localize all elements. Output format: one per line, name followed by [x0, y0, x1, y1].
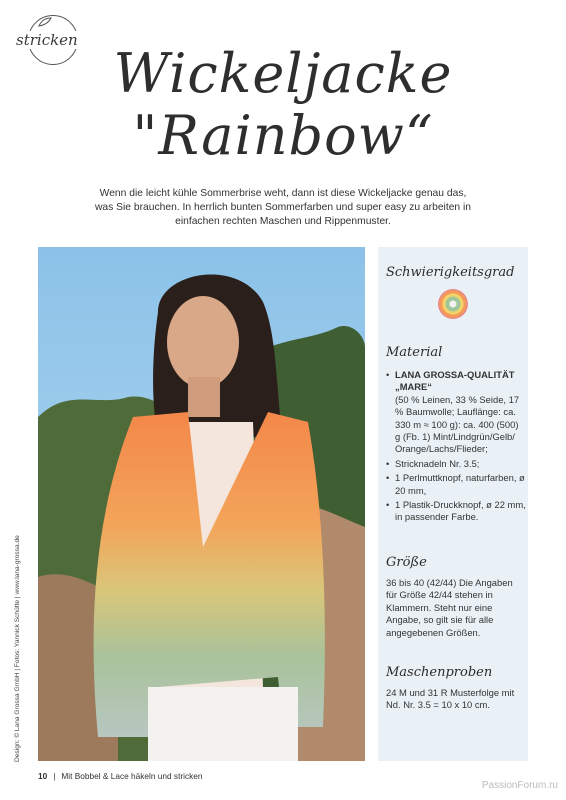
material-item	[386, 369, 526, 456]
watermark: PassionForum.ru	[481, 780, 558, 791]
yarn-quality: LANA GROSSA-QUALITÄT „MARE“	[395, 369, 515, 393]
publication-title: Mit Bobbel & Lace häkeln und stricken	[61, 771, 203, 781]
leaf-icon	[38, 17, 52, 27]
gauge-heading: Maschenproben	[386, 665, 493, 680]
page-number: 10	[38, 771, 48, 781]
page-title: Wickeljacke	[113, 42, 453, 105]
material-heading: Material	[386, 345, 443, 360]
material-item: • 1 Plastik-Druckknopf, ø 22 mm, in passender Farbe.	[386, 499, 526, 524]
page-subtitle: "Rainbow“	[132, 104, 434, 167]
intro-text: Wenn die leicht kühle Sommerbrise weht, dann ist diese Wickeljacke genau das, was Sie brauchen. In herrlich bunten Sommerfarben und super easy zu arbeiten in einfachen rechten Maschen und Rippenmuster.	[94, 188, 472, 227]
size-heading: Größe	[386, 555, 427, 570]
difficulty-heading: Schwierigkeitsgrad	[386, 265, 515, 280]
size-text: 36 bis 40 (42/44) Die Angaben für Größe 42/44 stehen in Klammern. Steht nur eine Angabe, so gilt sie für alle angegebenen Größen.	[386, 577, 513, 638]
material-item: • 1 Perlmuttknopf, naturfarben, ø 20 mm,	[386, 472, 526, 497]
gauge-text: 24 M und 31 R Musterfolge mit Nd. Nr. 3.5 = 10 x 10 cm.	[386, 687, 515, 711]
footer-separator: |	[53, 771, 56, 781]
yarn-ball-icon	[438, 289, 468, 319]
category-label: stricken	[16, 31, 78, 49]
info-sidebar	[378, 247, 528, 761]
material-item: • Stricknadeln Nr. 3.5;	[386, 458, 526, 470]
material-list	[386, 369, 526, 526]
page-footer	[38, 771, 203, 781]
credit-text: Design: © Lana Grossa GmbH | Fotos: Yannick Schütte | www.lana-grossa.de	[14, 535, 21, 762]
model-photo	[38, 247, 365, 761]
yarn-details: (50 % Leinen, 33 % Seide, 17 % Baumwolle; Lauflänge: ca. 330 m ≈ 100 g): ca. 400 (500) g (Fb. 1) Mint/Lindgrün/Gelb/ Orange/Lachs/Flieder;	[395, 393, 520, 455]
